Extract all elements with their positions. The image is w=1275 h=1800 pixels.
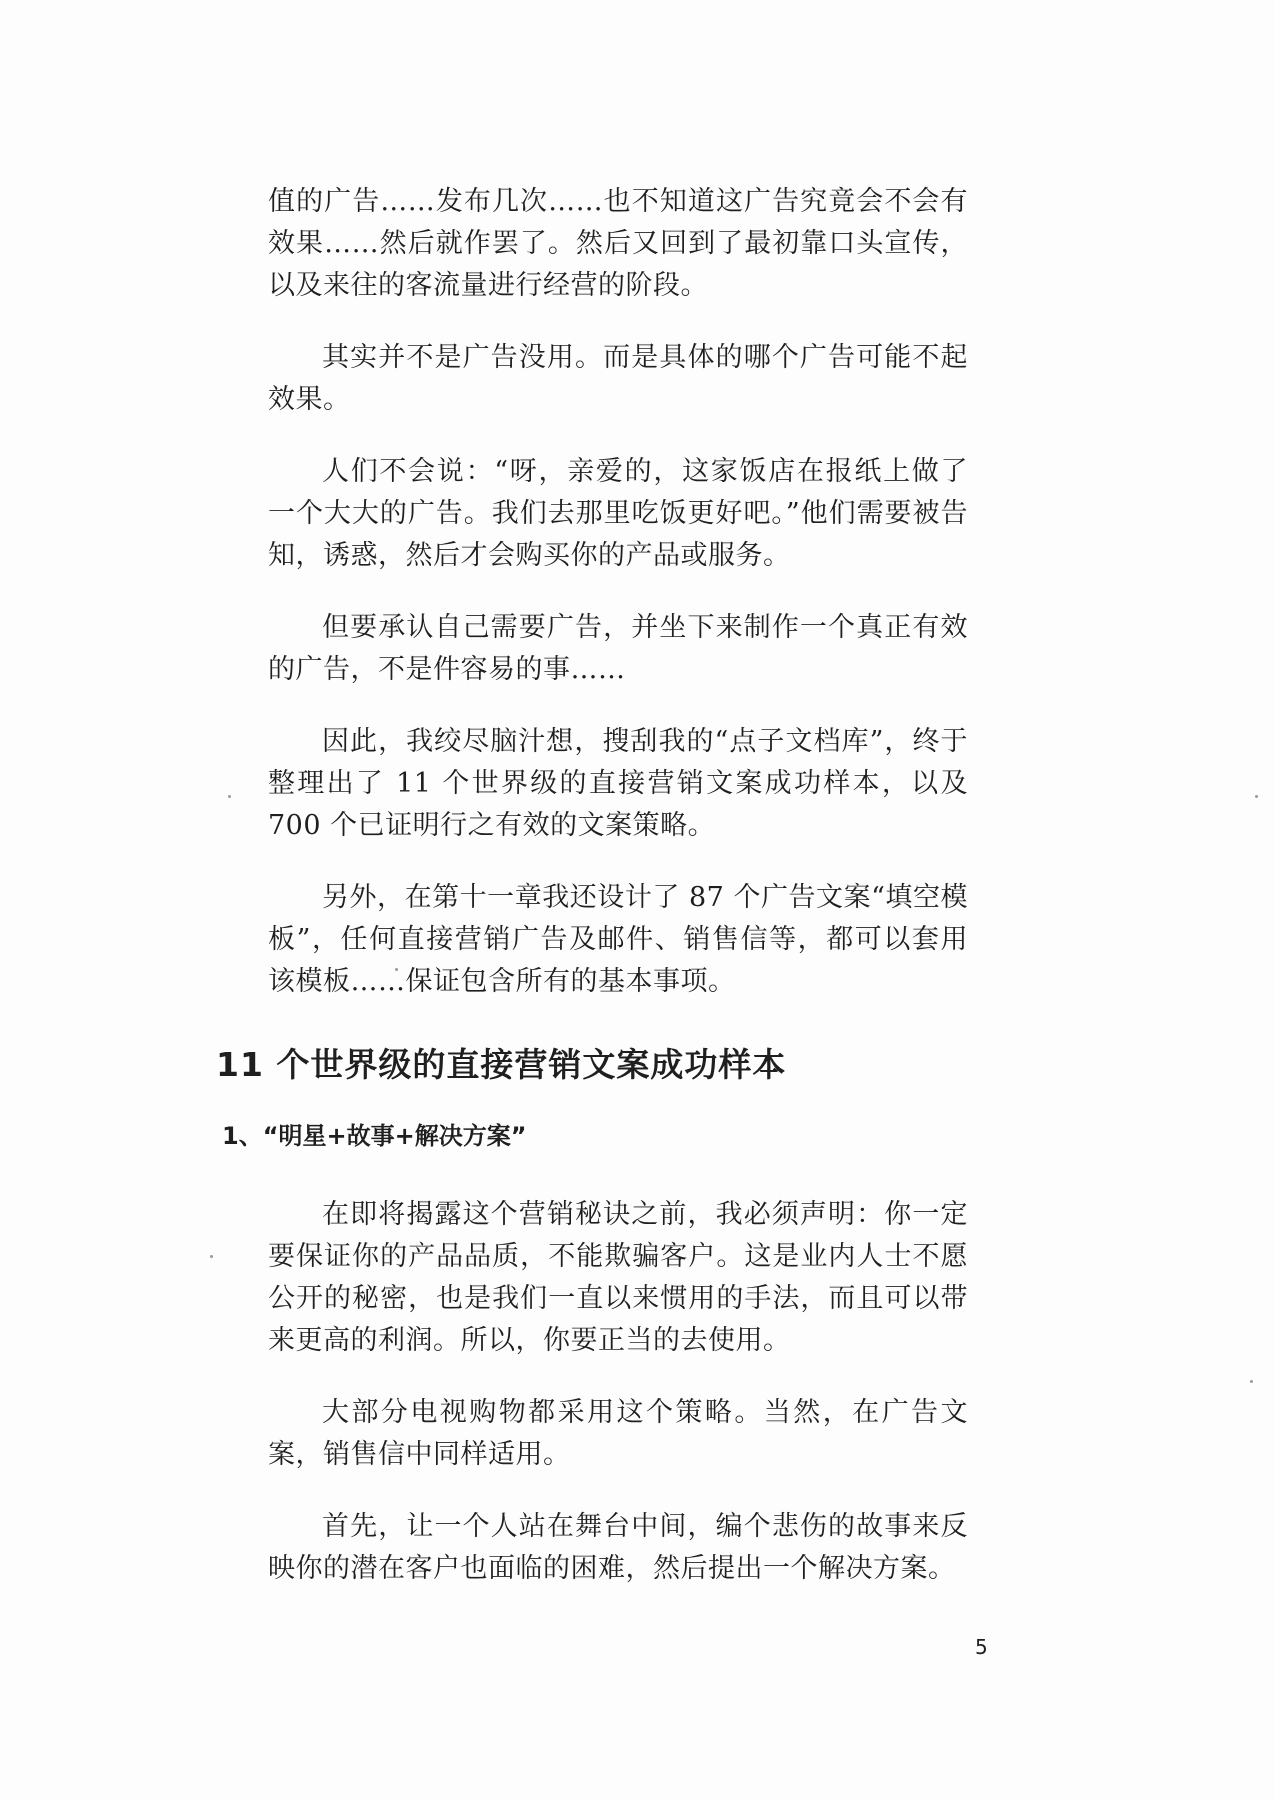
scan-speck [1255, 795, 1258, 798]
paragraph: 首先，让一个人站在舞台中间，编个悲伤的故事来反映你的潜在客户也面临的困难，然后提出一个解决方案。 [268, 1511, 968, 1584]
paragraph: 大部分电视购物都采用这个策略。当然，在广告文案，销售信中同样适用。 [268, 1397, 968, 1470]
section-heading: 11 个世界级的直接营销文案成功样本 [216, 1045, 787, 1084]
page-number: 5 [975, 1635, 988, 1659]
paragraph: 值的广告……发布几次……也不知道这广告究竟会不会有效果……然后就作罢了。然后又回到了最初靠口头宣传，以及来往的客流量进行经营的阶段。 [268, 186, 968, 301]
body-text-bottom [268, 1194, 968, 1590]
subsection-heading: 1、“明星+故事+解决方案” [222, 1122, 527, 1150]
scan-speck [1250, 1380, 1253, 1383]
paragraph: 其实并不是广告没用。而是具体的哪个广告可能不起效果。 [268, 342, 968, 415]
paragraph: 因此，我绞尽脑汁想，搜刮我的“点子文档库”，终于整理出了 11 个世界级的直接营销文案成功样本，以及 700 个已证明行之有效的文案策略。 [268, 726, 968, 841]
scan-speck [228, 795, 231, 798]
paragraph: 人们不会说：“呀，亲爱的，这家饭店在报纸上做了一个大大的广告。我们去那里吃饭更好吧。”他们需要被告知，诱惑，然后才会购买你的产品或服务。 [268, 456, 968, 571]
body-text-top [268, 181, 968, 1003]
paragraph: 但要承认自己需要广告，并坐下来制作一个真正有效的广告，不是件容易的事…… [268, 612, 968, 685]
paragraph: 另外，在第十一章我还设计了 87 个广告文案“填空模板”，任何直接营销广告及邮件、销售信等，都可以套用该模板……保证包含所有的基本事项。 [268, 882, 968, 997]
paragraph: 在即将揭露这个营销秘诀之前，我必须声明：你一定要保证你的产品品质，不能欺骗客户。这是业内人士不愿公开的秘密，也是我们一直以来惯用的手法，而且可以带来更高的利润。所以，你要正当的去使用。 [268, 1199, 968, 1356]
scan-speck [210, 1255, 213, 1258]
